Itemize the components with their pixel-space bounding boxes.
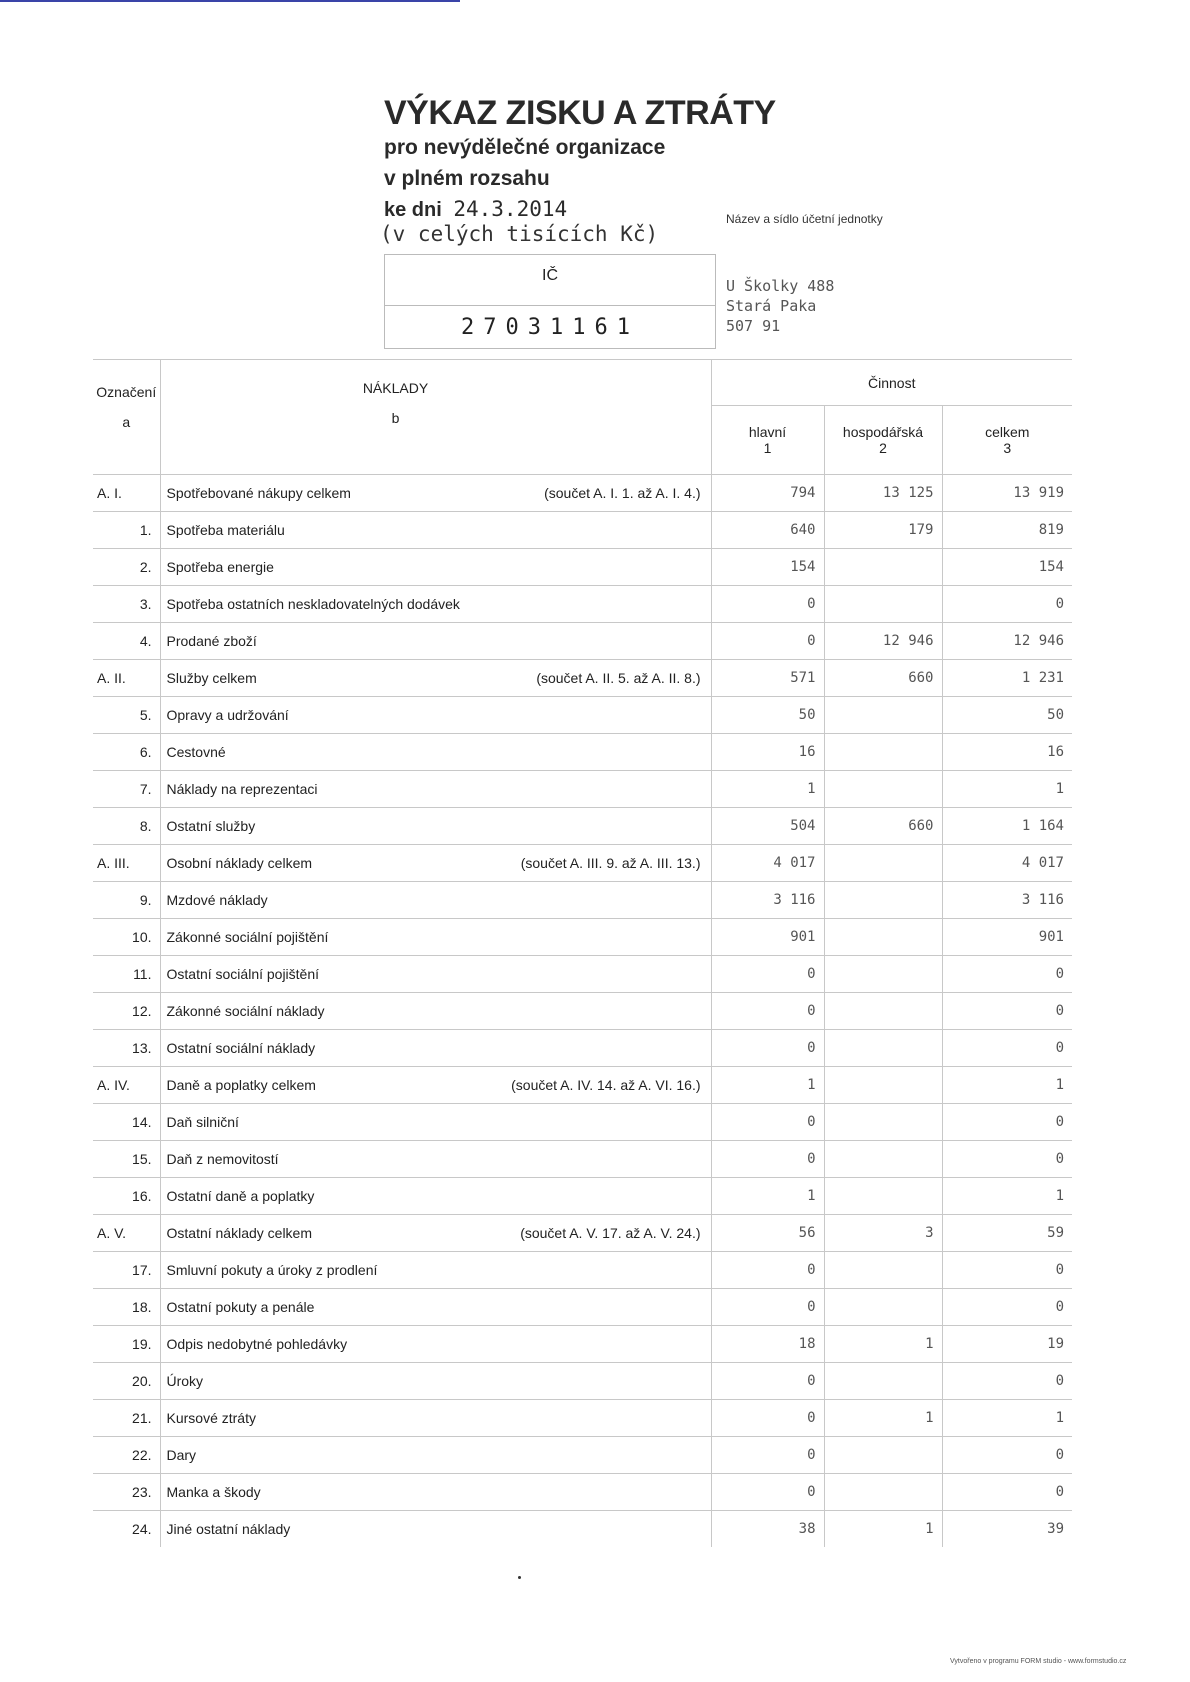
value-total: 0 [942, 1474, 1072, 1511]
row-label: Odpis nedobytné pohledávky [166, 1336, 348, 1352]
entity-label: Název a sídlo účetní jednotky [726, 212, 883, 226]
row-mark: 15. [93, 1141, 160, 1178]
table-row [93, 549, 1072, 586]
row-label: Opravy a udržování [166, 707, 289, 723]
table-row [93, 956, 1072, 993]
table-row [93, 697, 1072, 734]
row-sum-note: (součet A. III. 9. až A. III. 13.) [520, 855, 701, 871]
value-economic [824, 1104, 942, 1141]
row-label-cell [160, 1474, 711, 1511]
table-row [93, 808, 1072, 845]
value-main: 504 [711, 808, 824, 845]
value-economic [824, 1437, 942, 1474]
row-mark: 9. [93, 882, 160, 919]
col-total-sub: 3 [1003, 440, 1012, 457]
table-row [93, 512, 1072, 549]
value-economic: 13 125 [824, 475, 942, 512]
value-main: 38 [711, 1511, 824, 1548]
value-economic [824, 549, 942, 586]
row-label: Úroky [166, 1373, 204, 1389]
row-label: Kursové ztráty [166, 1410, 256, 1426]
row-mark: 6. [93, 734, 160, 771]
value-total: 0 [942, 1104, 1072, 1141]
row-mark: A. V. [93, 1215, 160, 1252]
table-group-row [93, 1215, 1072, 1252]
value-main: 0 [711, 956, 824, 993]
value-main: 0 [711, 1104, 824, 1141]
col-costs-label: NÁKLADY [362, 380, 429, 396]
header-row [93, 360, 1072, 406]
row-label-cell [160, 1104, 711, 1141]
col-costs-header [160, 360, 711, 475]
row-label: Spotřeba energie [166, 559, 274, 575]
value-economic: 660 [824, 808, 942, 845]
table-row [93, 1511, 1072, 1548]
row-mark: 2. [93, 549, 160, 586]
row-label: Daň z nemovitostí [166, 1151, 279, 1167]
value-main: 0 [711, 993, 824, 1030]
row-mark: 8. [93, 808, 160, 845]
col-total-label: celkem [985, 424, 1030, 441]
col-total-header [942, 406, 1072, 475]
table-row [93, 1030, 1072, 1067]
ico-value: 27031161 [461, 315, 639, 340]
value-economic [824, 956, 942, 993]
value-main: 0 [711, 1252, 824, 1289]
value-economic: 179 [824, 512, 942, 549]
row-mark: A. II. [93, 660, 160, 697]
table-row [93, 1252, 1072, 1289]
row-mark: A. III. [93, 845, 160, 882]
value-economic [824, 734, 942, 771]
value-main: 794 [711, 475, 824, 512]
value-total: 1 164 [942, 808, 1072, 845]
table-row [93, 586, 1072, 623]
table-row [93, 771, 1072, 808]
value-economic [824, 771, 942, 808]
value-main: 0 [711, 1474, 824, 1511]
col-costs-sub: b [391, 410, 400, 426]
row-label-cell [160, 1363, 711, 1400]
value-total: 0 [942, 956, 1072, 993]
value-total: 3 116 [942, 882, 1072, 919]
value-main: 154 [711, 549, 824, 586]
col-econ-label: hospodářská [842, 424, 924, 441]
row-mark: 20. [93, 1363, 160, 1400]
row-label: Prodané zboží [166, 633, 257, 649]
table-group-row [93, 660, 1072, 697]
value-main: 56 [711, 1215, 824, 1252]
row-mark: 3. [93, 586, 160, 623]
value-economic: 1 [824, 1511, 942, 1548]
row-label: Daně a poplatky celkem [166, 1077, 316, 1093]
row-label-cell [160, 660, 711, 697]
value-economic: 1 [824, 1326, 942, 1363]
row-label-cell [160, 1326, 711, 1363]
row-mark: 17. [93, 1252, 160, 1289]
row-label-cell [160, 512, 711, 549]
row-label-cell [160, 1178, 711, 1215]
value-main: 50 [711, 697, 824, 734]
ico-divider [385, 305, 715, 306]
row-label: Ostatní náklady celkem [166, 1225, 313, 1241]
value-main: 3 116 [711, 882, 824, 919]
row-label-cell [160, 993, 711, 1030]
value-main: 16 [711, 734, 824, 771]
value-total: 1 [942, 1178, 1072, 1215]
value-economic: 12 946 [824, 623, 942, 660]
value-economic [824, 919, 942, 956]
row-label: Ostatní služby [166, 818, 256, 834]
value-main: 0 [711, 586, 824, 623]
address-line: U Školky 488 [726, 277, 835, 295]
value-economic [824, 697, 942, 734]
row-label-cell [160, 1141, 711, 1178]
row-label-cell [160, 475, 711, 512]
value-total: 4 017 [942, 845, 1072, 882]
row-mark: 13. [93, 1030, 160, 1067]
value-total: 50 [942, 697, 1072, 734]
value-total: 1 [942, 1400, 1072, 1437]
row-sum-note: (součet A. IV. 14. až A. VI. 16.) [511, 1077, 701, 1093]
col-main-header [711, 406, 824, 475]
value-main: 0 [711, 623, 824, 660]
row-mark: 14. [93, 1104, 160, 1141]
value-total: 154 [942, 549, 1072, 586]
row-label: Jiné ostatní náklady [166, 1521, 291, 1537]
value-main: 640 [711, 512, 824, 549]
row-sum-note: (součet A. II. 5. až A. II. 8.) [536, 670, 701, 686]
table-row [93, 1437, 1072, 1474]
row-mark: 18. [93, 1289, 160, 1326]
date-label: ke dni [384, 199, 442, 221]
value-total: 0 [942, 1252, 1072, 1289]
table-row [93, 1104, 1072, 1141]
col-econ-header [824, 406, 942, 475]
row-label-cell [160, 1511, 711, 1548]
activity-header: Činnost [711, 360, 1072, 406]
ico-label: IČ [542, 267, 558, 284]
value-total: 0 [942, 1289, 1072, 1326]
row-mark: A. I. [93, 475, 160, 512]
value-main: 0 [711, 1289, 824, 1326]
top-edge-line [0, 0, 460, 2]
value-main: 1 [711, 771, 824, 808]
value-total: 0 [942, 1030, 1072, 1067]
row-label: Smluvní pokuty a úroky z prodlení [166, 1262, 378, 1278]
row-label: Spotřeba materiálu [166, 522, 285, 538]
row-label: Spotřebované nákupy celkem [166, 485, 351, 501]
row-label: Dary [166, 1447, 197, 1463]
value-main: 0 [711, 1030, 824, 1067]
table-row [93, 734, 1072, 771]
value-total: 0 [942, 993, 1072, 1030]
ico-box [384, 254, 716, 349]
row-mark: 19. [93, 1326, 160, 1363]
subtitle-line-2: v plném rozsahu [384, 167, 550, 190]
row-label-cell [160, 623, 711, 660]
row-label-cell [160, 919, 711, 956]
row-label: Daň silniční [166, 1114, 239, 1130]
row-sum-note: (součet A. I. 1. až A. I. 4.) [544, 485, 701, 501]
col-mark-label: Označení [96, 384, 157, 400]
value-economic [824, 845, 942, 882]
row-label: Mzdové náklady [166, 892, 268, 908]
value-economic: 660 [824, 660, 942, 697]
value-main: 901 [711, 919, 824, 956]
value-main: 0 [711, 1141, 824, 1178]
table-group-row [93, 475, 1072, 512]
stray-dot [518, 1576, 521, 1579]
value-total: 16 [942, 734, 1072, 771]
col-main-label: hlavní [748, 424, 787, 441]
address-line: Stará Paka [726, 297, 817, 315]
row-label: Služby celkem [166, 670, 257, 686]
row-mark: 11. [93, 956, 160, 993]
value-economic [824, 1474, 942, 1511]
value-total: 1 231 [942, 660, 1072, 697]
row-label-cell [160, 1252, 711, 1289]
value-total: 39 [942, 1511, 1072, 1548]
value-main: 0 [711, 1400, 824, 1437]
table-row [93, 623, 1072, 660]
row-mark: 21. [93, 1400, 160, 1437]
value-main: 0 [711, 1437, 824, 1474]
row-label-cell [160, 1215, 711, 1252]
value-economic [824, 1178, 942, 1215]
row-label: Ostatní sociální náklady [166, 1040, 316, 1056]
value-total: 819 [942, 512, 1072, 549]
row-mark: 1. [93, 512, 160, 549]
row-label-cell [160, 1030, 711, 1067]
row-label-cell [160, 956, 711, 993]
row-label-cell [160, 1067, 711, 1104]
value-total: 0 [942, 1437, 1072, 1474]
row-label: Manka a škody [166, 1484, 261, 1500]
row-label-cell [160, 771, 711, 808]
subtitle-line-1: pro nevýdělečné organizace [384, 136, 666, 159]
value-main: 18 [711, 1326, 824, 1363]
value-economic [824, 1252, 942, 1289]
row-mark: 24. [93, 1511, 160, 1548]
col-econ-sub: 2 [879, 440, 887, 457]
row-mark: 12. [93, 993, 160, 1030]
footer-note: Vytvořeno v programu FORM studio - www.formstudio.cz [950, 1658, 1127, 1665]
table-row [93, 919, 1072, 956]
row-mark: A. IV. [93, 1067, 160, 1104]
row-mark: 23. [93, 1474, 160, 1511]
row-mark: 22. [93, 1437, 160, 1474]
row-label-cell [160, 882, 711, 919]
value-total: 0 [942, 586, 1072, 623]
value-economic [824, 1067, 942, 1104]
row-label: Osobní náklady celkem [166, 855, 313, 871]
row-label: Cestovné [166, 744, 226, 760]
page-title: VÝKAZ ZISKU A ZTRÁTY [384, 94, 776, 132]
table-row [93, 1326, 1072, 1363]
row-label-cell [160, 1289, 711, 1326]
value-economic [824, 882, 942, 919]
row-sum-note: (součet A. V. 17. až A. V. 24.) [520, 1225, 701, 1241]
value-economic: 1 [824, 1400, 942, 1437]
row-label-cell [160, 1437, 711, 1474]
value-total: 12 946 [942, 623, 1072, 660]
table-group-row [93, 1067, 1072, 1104]
value-economic [824, 993, 942, 1030]
row-label-cell [160, 845, 711, 882]
col-main-sub: 1 [763, 440, 772, 457]
table-row [93, 882, 1072, 919]
table-row [93, 1178, 1072, 1215]
row-mark: 16. [93, 1178, 160, 1215]
value-total: 0 [942, 1141, 1072, 1178]
value-total: 1 [942, 771, 1072, 808]
value-economic [824, 1289, 942, 1326]
date-value: 24.3.2014 [453, 197, 568, 221]
row-label: Ostatní daně a poplatky [166, 1188, 315, 1204]
table-row [93, 1141, 1072, 1178]
value-main: 571 [711, 660, 824, 697]
table-group-row [93, 845, 1072, 882]
col-mark-header [93, 360, 160, 475]
table-row [93, 1289, 1072, 1326]
row-label-cell [160, 1400, 711, 1437]
value-total: 1 [942, 1067, 1072, 1104]
address-line: 507 91 [726, 317, 781, 335]
value-economic [824, 1363, 942, 1400]
row-label: Spotřeba ostatních neskladovatelných dodávek [166, 596, 460, 612]
table-row [93, 1400, 1072, 1437]
value-total: 0 [942, 1363, 1072, 1400]
value-economic [824, 586, 942, 623]
report-date [384, 197, 567, 222]
table-row [93, 1474, 1072, 1511]
row-label-cell [160, 697, 711, 734]
units-note: (v celých tisících Kč) [380, 222, 659, 246]
value-total: 901 [942, 919, 1072, 956]
row-label-cell [160, 549, 711, 586]
row-label: Ostatní sociální pojištění [166, 966, 320, 982]
row-label-cell [160, 734, 711, 771]
value-economic [824, 1141, 942, 1178]
row-mark: 4. [93, 623, 160, 660]
table-row [93, 1363, 1072, 1400]
row-label-cell [160, 808, 711, 845]
row-label: Ostatní pokuty a penále [166, 1299, 315, 1315]
value-total: 19 [942, 1326, 1072, 1363]
row-mark: 10. [93, 919, 160, 956]
value-main: 1 [711, 1178, 824, 1215]
row-label-cell [160, 586, 711, 623]
row-label: Zákonné sociální pojištění [166, 929, 329, 945]
table-row [93, 993, 1072, 1030]
col-mark-sub: a [122, 414, 131, 430]
value-economic: 3 [824, 1215, 942, 1252]
cost-table [93, 359, 1072, 1547]
value-main: 4 017 [711, 845, 824, 882]
row-mark: 7. [93, 771, 160, 808]
value-main: 0 [711, 1363, 824, 1400]
entity-address [726, 276, 834, 336]
value-total: 13 919 [942, 475, 1072, 512]
row-label: Zákonné sociální náklady [166, 1003, 325, 1019]
row-mark: 5. [93, 697, 160, 734]
value-main: 1 [711, 1067, 824, 1104]
value-total: 59 [942, 1215, 1072, 1252]
value-economic [824, 1030, 942, 1067]
row-label: Náklady na reprezentaci [166, 781, 318, 797]
